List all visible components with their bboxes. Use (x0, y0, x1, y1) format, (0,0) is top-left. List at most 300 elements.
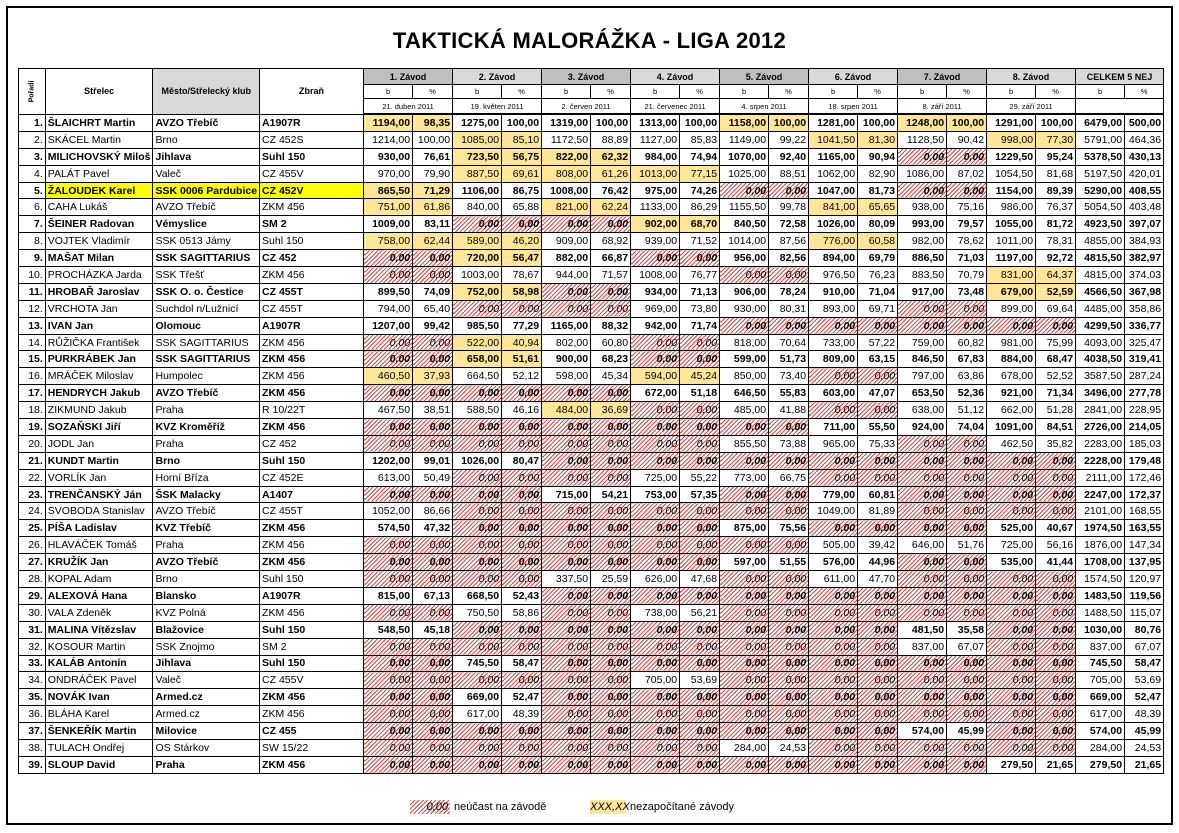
score-cell: 0,00 (364, 638, 413, 655)
percent-cell: 0,00 (947, 587, 987, 604)
table-row (19, 402, 1164, 419)
percent-cell: 0,00 (591, 621, 631, 638)
club-cell: Brno (153, 452, 260, 469)
shooter-cell: ALEXOVÁ Hana (45, 587, 153, 604)
score-cell: 0,00 (631, 520, 680, 537)
weapon-cell: SM 2 (260, 216, 364, 233)
score-cell: 678,00 (987, 368, 1036, 385)
percent-cell: 0,00 (858, 368, 898, 385)
score-cell: 720,00 (453, 250, 502, 267)
percent-cell: 0,00 (413, 638, 453, 655)
rank-cell: 24. (19, 503, 46, 520)
percent-cell: 0,00 (413, 756, 453, 773)
race-date: 19. květen 2011 (453, 99, 542, 115)
score-cell: 0,00 (364, 554, 413, 571)
score-cell: 773,00 (720, 469, 769, 486)
percent-cell: 0,00 (1036, 587, 1076, 604)
score-cell: 0,00 (898, 554, 947, 571)
percent-cell: 71,34 (1036, 385, 1076, 402)
sheet-frame (6, 6, 1173, 825)
percent-cell: 0,00 (591, 706, 631, 723)
weapon-cell: ZKM 456 (260, 706, 364, 723)
percent-cell: 0,00 (591, 739, 631, 756)
percent-cell: 66,87 (591, 250, 631, 267)
percent-cell: 73,40 (769, 368, 809, 385)
percent-cell: 0,00 (1036, 739, 1076, 756)
score-cell: 984,00 (631, 148, 680, 165)
percent-cell: 73,48 (947, 283, 987, 300)
total-score-cell: 2247,00 (1076, 486, 1125, 503)
shooter-cell: TRENČANSKÝ Ján (45, 486, 153, 503)
table-row (19, 689, 1164, 706)
score-cell: 1165,00 (542, 317, 591, 334)
percent-cell: 52,43 (502, 587, 542, 604)
score-cell: 733,00 (809, 334, 858, 351)
rank-cell: 19. (19, 419, 46, 436)
percent-cell: 0,00 (413, 537, 453, 554)
total-percent-cell: 45,99 (1125, 723, 1164, 740)
score-cell: 976,50 (809, 267, 858, 284)
shooter-cell: ŠLAICHRT Martin (45, 114, 153, 131)
race-date: 18. srpen 2011 (809, 99, 898, 115)
score-cell: 0,00 (809, 402, 858, 419)
score-cell: 0,00 (720, 689, 769, 706)
percent-cell: 75,99 (1036, 334, 1076, 351)
rank-cell: 14. (19, 334, 46, 351)
score-cell: 930,00 (364, 148, 413, 165)
score-cell: 0,00 (898, 148, 947, 165)
shooter-header: Střelec (45, 69, 153, 115)
total-score-cell: 2111,00 (1076, 469, 1125, 486)
percent-cell: 0,00 (680, 638, 720, 655)
score-cell: 1025,00 (720, 165, 769, 182)
percent-cell: 74,26 (680, 182, 720, 199)
rank-cell: 3. (19, 148, 46, 165)
score-cell: 0,00 (987, 587, 1036, 604)
percent-cell: 40,67 (1036, 520, 1076, 537)
score-cell: 0,00 (987, 638, 1036, 655)
score-cell: 982,00 (898, 233, 947, 250)
race-header: 7. Závod (898, 69, 987, 85)
weapon-cell: A1907R (260, 114, 364, 131)
score-cell: 0,00 (898, 672, 947, 689)
total-date-blank (1076, 99, 1164, 115)
total-score-cell: 2726,00 (1076, 419, 1125, 436)
rank-cell: 5. (19, 182, 46, 199)
score-cell: 672,00 (631, 385, 680, 402)
score-cell: 0,00 (542, 537, 591, 554)
percent-cell: 0,00 (591, 385, 631, 402)
score-cell: 0,00 (898, 604, 947, 621)
score-cell: 998,00 (987, 131, 1036, 148)
percent-cell: 0,00 (591, 469, 631, 486)
weapon-cell: ZKM 456 (260, 756, 364, 773)
shooter-cell: MALINA Vítězslav (45, 621, 153, 638)
score-cell: 0,00 (364, 351, 413, 368)
total-score-cell: 705,00 (1076, 672, 1125, 689)
score-cell: 613,00 (364, 469, 413, 486)
score-cell: 0,00 (542, 216, 591, 233)
score-cell: 598,00 (542, 368, 591, 385)
total-score-cell: 837,00 (1076, 638, 1125, 655)
score-cell: 0,00 (720, 587, 769, 604)
percent-cell: 47,32 (413, 520, 453, 537)
score-cell: 337,50 (542, 571, 591, 588)
unit-b-header: b (987, 85, 1036, 99)
club-cell: SSK Třešť (153, 267, 260, 284)
percent-cell: 0,00 (502, 723, 542, 740)
table-row (19, 250, 1164, 267)
percent-cell: 0,00 (769, 317, 809, 334)
total-percent-cell: 228,95 (1125, 402, 1164, 419)
percent-cell: 0,00 (502, 537, 542, 554)
table-row (19, 283, 1164, 300)
percent-cell: 78,24 (769, 283, 809, 300)
score-cell: 0,00 (720, 706, 769, 723)
percent-cell: 0,00 (1036, 723, 1076, 740)
percent-cell: 47,68 (680, 571, 720, 588)
score-cell: 0,00 (542, 419, 591, 436)
score-cell: 934,00 (631, 283, 680, 300)
shooter-cell: MILICHOVSKÝ Miloš (45, 148, 153, 165)
percent-cell: 36,69 (591, 402, 631, 419)
score-cell: 0,00 (898, 503, 947, 520)
percent-cell: 99,01 (413, 452, 453, 469)
table-row (19, 739, 1164, 756)
table-row (19, 368, 1164, 385)
score-cell: 0,00 (364, 435, 413, 452)
shooter-cell: IVAN Jan (45, 317, 153, 334)
score-cell: 669,00 (453, 689, 502, 706)
score-cell: 0,00 (987, 739, 1036, 756)
score-cell: 522,00 (453, 334, 502, 351)
score-cell: 0,00 (364, 385, 413, 402)
club-cell: AVZO Třebíč (153, 554, 260, 571)
percent-cell: 71,04 (858, 283, 898, 300)
score-cell: 653,50 (898, 385, 947, 402)
percent-cell: 57,22 (858, 334, 898, 351)
weapon-cell: R 10/22T (260, 402, 364, 419)
score-cell: 0,00 (809, 723, 858, 740)
score-cell: 0,00 (364, 537, 413, 554)
score-cell: 0,00 (809, 672, 858, 689)
shooter-cell: RŮŽIČKA František (45, 334, 153, 351)
percent-cell: 0,00 (680, 739, 720, 756)
percent-cell: 79,57 (947, 216, 987, 233)
score-cell: 0,00 (364, 604, 413, 621)
percent-cell: 0,00 (1036, 317, 1076, 334)
score-cell: 1127,00 (631, 131, 680, 148)
score-cell: 1008,00 (542, 182, 591, 199)
total-percent-cell: 172,37 (1125, 486, 1164, 503)
score-cell: 1054,50 (987, 165, 1036, 182)
percent-cell: 0,00 (1036, 706, 1076, 723)
score-cell: 0,00 (631, 723, 680, 740)
percent-cell: 74,94 (680, 148, 720, 165)
total-score-cell: 279,50 (1076, 756, 1125, 773)
total-score-cell: 745,50 (1076, 655, 1125, 672)
percent-cell: 39,42 (858, 537, 898, 554)
race-date: 4. srpen 2011 (720, 99, 809, 115)
score-cell: 0,00 (987, 655, 1036, 672)
score-cell: 0,00 (809, 368, 858, 385)
score-cell: 894,00 (809, 250, 858, 267)
club-cell: Blažovice (153, 621, 260, 638)
race-date: 21. duben 2011 (364, 99, 453, 115)
score-cell: 0,00 (720, 638, 769, 655)
percent-cell: 0,00 (591, 655, 631, 672)
score-cell: 930,00 (720, 300, 769, 317)
score-cell: 597,00 (720, 554, 769, 571)
score-cell: 0,00 (542, 503, 591, 520)
score-cell: 0,00 (542, 638, 591, 655)
score-cell: 0,00 (631, 419, 680, 436)
score-cell: 884,00 (987, 351, 1036, 368)
score-cell: 779,00 (809, 486, 858, 503)
score-cell: 0,00 (542, 621, 591, 638)
score-cell: 0,00 (987, 723, 1036, 740)
rank-cell: 10. (19, 267, 46, 284)
score-cell: 0,00 (453, 621, 502, 638)
percent-cell: 0,00 (502, 385, 542, 402)
club-cell: Valeč (153, 672, 260, 689)
percent-cell: 86,75 (502, 182, 542, 199)
score-cell: 462,50 (987, 435, 1036, 452)
percent-cell: 46,20 (502, 233, 542, 250)
score-cell: 0,00 (987, 503, 1036, 520)
percent-cell: 56,47 (502, 250, 542, 267)
total-percent-cell: 384,93 (1125, 233, 1164, 250)
percent-cell: 41,88 (769, 402, 809, 419)
total-percent-cell: 325,47 (1125, 334, 1164, 351)
score-cell: 902,00 (631, 216, 680, 233)
total-score-cell: 2228,00 (1076, 452, 1125, 469)
shooter-cell: KALÁB Antonín (45, 655, 153, 672)
percent-cell: 0,00 (947, 672, 987, 689)
percent-cell: 46,16 (502, 402, 542, 419)
percent-cell: 0,00 (680, 706, 720, 723)
score-cell: 0,00 (898, 435, 947, 452)
table-row (19, 469, 1164, 486)
unit-pct-header: % (1125, 85, 1164, 99)
percent-cell: 76,42 (591, 182, 631, 199)
total-header: CELKEM 5 NEJ (1076, 69, 1164, 85)
legend-uncounted-swatch: XXX,XX (590, 801, 630, 813)
score-cell: 1049,00 (809, 503, 858, 520)
club-cell: SSK SAGITTARIUS (153, 351, 260, 368)
percent-cell: 51,18 (680, 385, 720, 402)
weapon-cell: Suhl 150 (260, 452, 364, 469)
club-cell: Blansko (153, 587, 260, 604)
shooter-cell: KRUŽÍK Jan (45, 554, 153, 571)
total-score-cell: 4815,50 (1076, 250, 1125, 267)
percent-cell: 62,32 (591, 148, 631, 165)
percent-cell: 87,02 (947, 165, 987, 182)
score-cell: 822,00 (542, 148, 591, 165)
total-score-cell: 6479,00 (1076, 114, 1125, 131)
total-score-cell: 4485,00 (1076, 300, 1125, 317)
percent-cell: 0,00 (769, 655, 809, 672)
percent-cell: 74,09 (413, 283, 453, 300)
rank-cell: 28. (19, 571, 46, 588)
total-percent-cell: 374,03 (1125, 267, 1164, 284)
percent-cell: 87,56 (769, 233, 809, 250)
table-row (19, 317, 1164, 334)
percent-cell: 0,00 (591, 419, 631, 436)
score-cell: 0,00 (720, 621, 769, 638)
score-cell: 0,00 (453, 216, 502, 233)
percent-cell: 44,96 (858, 554, 898, 571)
total-percent-cell: 185,03 (1125, 435, 1164, 452)
percent-cell: 0,00 (947, 317, 987, 334)
percent-cell: 0,00 (680, 756, 720, 773)
percent-cell: 0,00 (858, 317, 898, 334)
weapon-cell: ZKM 456 (260, 604, 364, 621)
percent-cell: 88,51 (769, 165, 809, 182)
total-score-cell: 4299,50 (1076, 317, 1125, 334)
total-percent-cell: 163,55 (1125, 520, 1164, 537)
score-cell: 900,00 (542, 351, 591, 368)
total-score-cell: 5197,50 (1076, 165, 1125, 182)
table-row (19, 182, 1164, 199)
score-cell: 1008,00 (631, 267, 680, 284)
percent-cell: 76,37 (1036, 199, 1076, 216)
score-cell: 0,00 (809, 520, 858, 537)
score-cell: 646,50 (720, 385, 769, 402)
percent-cell: 81,72 (1036, 216, 1076, 233)
percent-cell: 0,00 (413, 571, 453, 588)
score-cell: 0,00 (453, 739, 502, 756)
percent-cell: 52,52 (1036, 368, 1076, 385)
rank-cell: 20. (19, 435, 46, 452)
percent-cell: 24,53 (769, 739, 809, 756)
club-cell: Armed.cz (153, 706, 260, 723)
percent-cell: 85,10 (502, 131, 542, 148)
club-cell: OS Stárkov (153, 739, 260, 756)
score-cell: 921,00 (987, 385, 1036, 402)
score-cell: 0,00 (631, 435, 680, 452)
percent-cell: 99,78 (769, 199, 809, 216)
score-cell: 841,00 (809, 199, 858, 216)
percent-cell: 56,16 (1036, 537, 1076, 554)
score-cell: 899,50 (364, 283, 413, 300)
weapon-cell: A1907R (260, 587, 364, 604)
percent-cell: 0,00 (413, 723, 453, 740)
percent-cell: 0,00 (413, 672, 453, 689)
total-score-cell: 5054,50 (1076, 199, 1125, 216)
score-cell: 802,00 (542, 334, 591, 351)
score-cell: 0,00 (542, 756, 591, 773)
score-cell: 887,50 (453, 165, 502, 182)
percent-cell: 80,47 (502, 452, 542, 469)
score-cell: 0,00 (898, 486, 947, 503)
score-cell: 0,00 (631, 638, 680, 655)
score-cell: 0,00 (898, 571, 947, 588)
score-cell: 576,00 (809, 554, 858, 571)
score-cell: 1014,00 (720, 233, 769, 250)
percent-cell: 76,23 (858, 267, 898, 284)
percent-cell: 100,00 (680, 114, 720, 131)
percent-cell: 0,00 (858, 756, 898, 773)
percent-cell: 0,00 (502, 469, 542, 486)
percent-cell: 80,31 (769, 300, 809, 317)
score-cell: 0,00 (542, 604, 591, 621)
race-date: 8. září 2011 (898, 99, 987, 115)
score-cell: 0,00 (453, 554, 502, 571)
percent-cell: 100,00 (502, 114, 542, 131)
shooter-cell: HROBAŘ Jaroslav (45, 283, 153, 300)
percent-cell: 35,82 (1036, 435, 1076, 452)
rank-cell: 16. (19, 368, 46, 385)
percent-cell: 0,00 (502, 216, 542, 233)
rank-cell: 11. (19, 283, 46, 300)
percent-cell: 0,00 (947, 520, 987, 537)
score-cell: 0,00 (631, 587, 680, 604)
percent-cell: 38,51 (413, 402, 453, 419)
shooter-cell: ŽALOUDEK Karel (45, 182, 153, 199)
percent-cell: 0,00 (413, 334, 453, 351)
score-cell: 815,00 (364, 587, 413, 604)
score-cell: 0,00 (453, 638, 502, 655)
score-cell: 776,00 (809, 233, 858, 250)
weapon-cell: Suhl 150 (260, 148, 364, 165)
percent-cell: 0,00 (413, 554, 453, 571)
total-percent-cell: 319,41 (1125, 351, 1164, 368)
race-header: 2. Závod (453, 69, 542, 85)
score-cell: 1003,00 (453, 267, 502, 284)
percent-cell: 0,00 (947, 689, 987, 706)
total-score-cell: 2101,00 (1076, 503, 1125, 520)
unit-b-header: b (809, 85, 858, 99)
score-cell: 0,00 (453, 571, 502, 588)
total-percent-cell: 172,46 (1125, 469, 1164, 486)
table-row (19, 233, 1164, 250)
percent-cell: 0,00 (413, 435, 453, 452)
percent-cell: 37,93 (413, 368, 453, 385)
percent-cell: 81,73 (858, 182, 898, 199)
unit-b-header: b (720, 85, 769, 99)
percent-cell: 0,00 (502, 419, 542, 436)
percent-cell: 56,75 (502, 148, 542, 165)
score-cell: 0,00 (898, 300, 947, 317)
percent-cell: 70,64 (769, 334, 809, 351)
score-cell: 0,00 (542, 739, 591, 756)
percent-cell: 0,00 (858, 469, 898, 486)
score-cell: 970,00 (364, 165, 413, 182)
total-percent-cell: 382,97 (1125, 250, 1164, 267)
weapon-cell: ZKM 456 (260, 385, 364, 402)
score-cell: 467,50 (364, 402, 413, 419)
percent-cell: 0,00 (413, 655, 453, 672)
total-score-cell: 574,00 (1076, 723, 1125, 740)
rank-header-label: Pořadí (28, 80, 36, 103)
shooter-cell: HLAVÁČEK Tomáš (45, 537, 153, 554)
percent-cell: 0,00 (591, 554, 631, 571)
percent-cell: 81,30 (858, 131, 898, 148)
score-cell: 0,00 (720, 486, 769, 503)
club-cell: Milovice (153, 723, 260, 740)
total-percent-cell: 214,05 (1125, 419, 1164, 436)
shooter-cell: KOPAL Adam (45, 571, 153, 588)
percent-cell: 0,00 (858, 638, 898, 655)
score-cell: 1070,00 (720, 148, 769, 165)
total-percent-cell: 21,65 (1125, 756, 1164, 773)
table-row (19, 334, 1164, 351)
rank-cell: 18. (19, 402, 46, 419)
percent-cell: 71,57 (591, 267, 631, 284)
score-cell: 1154,00 (987, 182, 1036, 199)
score-cell: 0,00 (542, 520, 591, 537)
